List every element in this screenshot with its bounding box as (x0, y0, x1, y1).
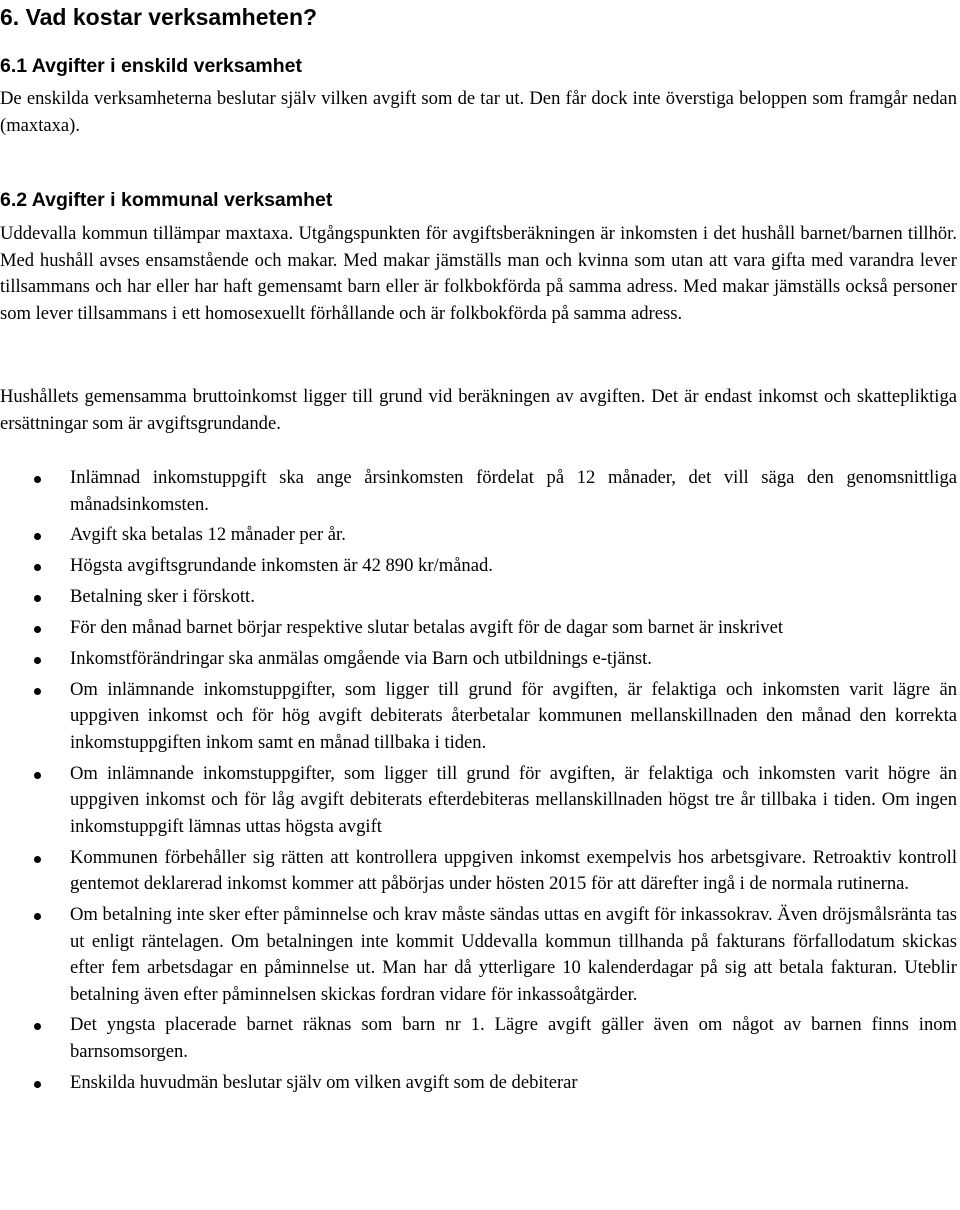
bullet-icon (34, 1081, 41, 1088)
list-item-text: Avgift ska betalas 12 månader per år. (70, 524, 346, 546)
list-item-text: Om inlämnande inkomstuppgifter, som ligger till grund för avgiften, är felaktiga och inkomsten varit högre än uppgiven inkomst och för låg avgift debiterats efterdebiteras mellanskillnaden högst tre år tillbaka i tiden. Om ingen inkomstuppgift lämnas uttas högsta avgift (70, 762, 957, 837)
list-item-text: Betalning sker i förskott. (70, 586, 255, 608)
bullet-icon (34, 856, 41, 863)
list-item (0, 1012, 957, 1065)
list-item-text: Högsta avgiftsgrundande inkomsten är 42 890 kr/månad. (70, 555, 493, 577)
section-6-2-paragraph-1: Uddevalla kommun tillämpar maxtaxa. Utgångspunkten för avgiftsberäkningen är inkomsten i det hushåll barnet/barnen tillhör. Med hushåll avses ensamstående och makar. Med makar jämställs man och kvinna som utan att vara gifta med varandra lever tillsammans och har eller har haft gemensamt barn eller är folkbokförda på samma adress. Med makar jämställs också personer som lever tillsammans i ett homosexuellt förhållande och är folkbokförda på samma adress. (0, 223, 957, 324)
section-6-2-paragraph-2: Hushållets gemensamma bruttoinkomst ligger till grund vid beräkningen av avgiften. Det är endast inkomst och skattepliktiga ersättningar som är avgiftsgrundande. (0, 386, 957, 434)
section-6-2-heading: 6.2 Avgifter i kommunal verksamhet (0, 189, 333, 211)
list-item-text: Det yngsta placerade barnet räknas som barn nr 1. Lägre avgift gäller även om något av barnen finns inom barnsomsorgen. (70, 1014, 957, 1062)
list-item (0, 584, 957, 611)
bullet-icon (34, 533, 41, 540)
list-item (0, 1070, 957, 1097)
list-item (0, 677, 957, 757)
bullet-icon (34, 772, 41, 779)
section-6-heading: 6. Vad kostar verksamheten? (0, 4, 318, 30)
list-item (0, 845, 957, 898)
list-item (0, 646, 957, 673)
bullet-icon (34, 913, 41, 920)
bullet-icon (34, 1023, 41, 1030)
list-item-text: För den månad barnet börjar respektive slutar betalas avgift för de dagar som barnet är inskrivet (70, 617, 784, 639)
list-item-text: Inlämnad inkomstuppgift ska ange årsinkomsten fördelat på 12 månader, det vill säga den genomsnittliga månadsinkomsten. (70, 467, 957, 515)
list-item-text: Kommunen förbehåller sig rätten att kontrollera uppgiven inkomst exempelvis hos arbetsgivare. Retroaktiv kontroll gentemot deklarerad inkomst kommer att påbörjas under hösten 2015 för att därefter ingå i de normala rutinerna. (70, 846, 957, 895)
list-item (0, 465, 957, 518)
bullet-icon (34, 626, 41, 633)
bullet-icon (34, 564, 41, 571)
list-item-text: Om inlämnande inkomstuppgifter, som ligger till grund för avgiften, är felaktiga och inkomsten varit lägre än uppgiven inkomst och för hög avgift debiterats återbetalar kommunen mellanskillnaden den månad den korrekta inkomstuppgiften inkom samt en månad tillbaka i tiden. (70, 678, 957, 753)
list-item (0, 615, 957, 642)
list-item (0, 902, 957, 1008)
bullet-icon (34, 688, 41, 695)
fee-rules-list (0, 465, 960, 1101)
list-item (0, 761, 957, 841)
list-item-text: Inkomstförändringar ska anmälas omgående via Barn och utbildnings e-tjänst. (70, 647, 652, 669)
bullet-icon (34, 595, 41, 602)
section-6-1-paragraph: De enskilda verksamheterna beslutar själv vilken avgift som de tar ut. Den får dock inte överstiga beloppen som framgår nedan (maxtaxa). (0, 88, 957, 136)
bullet-icon (34, 657, 41, 664)
section-6-1-heading: 6.1 Avgifter i enskild verksamhet (0, 55, 303, 77)
list-item-text: Enskilda huvudmän beslutar själv om vilken avgift som de debiterar (70, 1071, 578, 1093)
list-item (0, 522, 957, 549)
list-item (0, 553, 957, 580)
list-item-text: Om betalning inte sker efter påminnelse och krav måste sändas uttas en avgift för inkassokrav. Även dröjsmålsränta tas ut enligt räntelagen. Om betalningen inte kommit Uddevalla kommun tillhanda på fakturans förfallodatum skickas efter fem arbetsdagar en påminnelse ut. Man har då ytterligare 10 kalenderdagar på sig att betala fakturan. Uteblir betalning även efter påminnelsen skickas fordran vidare för inkassoåtgärder. (70, 904, 957, 1005)
bullet-icon (34, 476, 41, 483)
